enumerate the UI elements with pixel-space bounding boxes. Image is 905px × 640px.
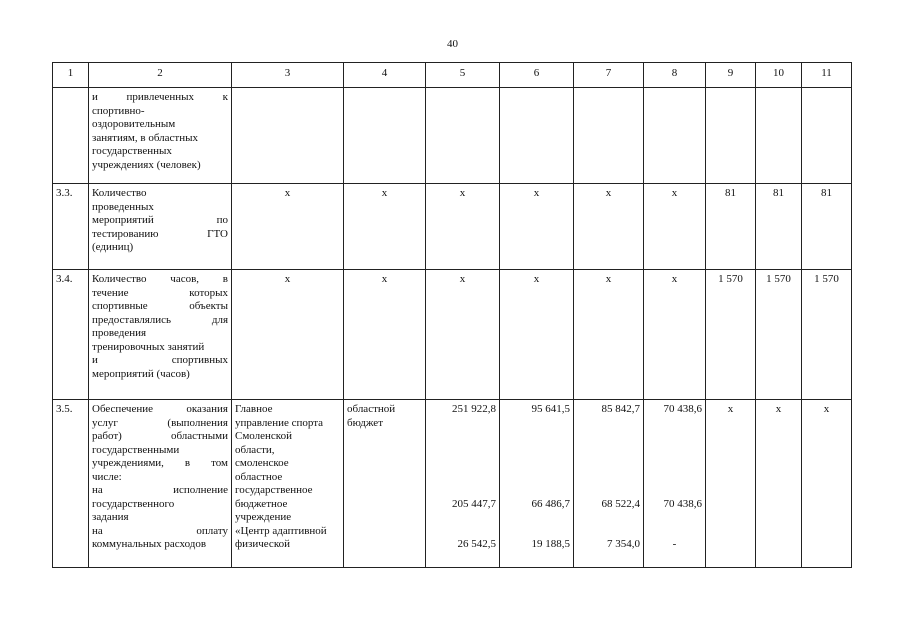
column-header: 8 — [644, 63, 706, 88]
row-number — [53, 88, 89, 184]
indicator-name: и привлеченных к спортивно- оздоровительным занятиям, в областных государственных учреждениях (человек) — [89, 88, 232, 184]
column-header: 7 — [574, 63, 644, 88]
table-row — [53, 400, 852, 568]
table-cell: х — [500, 184, 574, 270]
amount-cell: 95 641,5 66 486,7 19 188,5 — [500, 400, 574, 568]
column-header: 3 — [232, 63, 344, 88]
table-cell: х — [706, 400, 756, 568]
table-cell — [232, 88, 344, 184]
column-header: 11 — [802, 63, 852, 88]
column-header: 2 — [89, 63, 232, 88]
row-number: 3.4. — [53, 270, 89, 400]
column-header: 9 — [706, 63, 756, 88]
table-row — [53, 88, 852, 184]
table-cell: х — [426, 184, 500, 270]
table-cell: х — [232, 270, 344, 400]
column-header: 5 — [426, 63, 500, 88]
responsible-executor: Главное управление спорта Смоленской области, смоленское областное государственное бюджетное учреждение «Центр адаптивной физической — [232, 400, 344, 568]
table-row — [53, 270, 852, 400]
table-cell: х — [802, 400, 852, 568]
amount-cell: 70 438,6 70 438,6 - — [644, 400, 706, 568]
table-cell: х — [574, 270, 644, 400]
column-header: 1 — [53, 63, 89, 88]
column-header: 6 — [500, 63, 574, 88]
amount-cell: 251 922,8 205 447,7 26 542,5 — [426, 400, 500, 568]
column-header: 10 — [756, 63, 802, 88]
table-cell — [756, 88, 802, 184]
table-cell — [706, 88, 756, 184]
table-cell — [644, 88, 706, 184]
table-cell: 1 570 — [802, 270, 852, 400]
table-cell — [574, 88, 644, 184]
table-cell: х — [500, 270, 574, 400]
page-number: 40 — [447, 38, 458, 50]
funding-source: областной бюджет — [344, 400, 426, 568]
table-cell: х — [644, 270, 706, 400]
table-cell: х — [426, 270, 500, 400]
table-cell: 81 — [756, 184, 802, 270]
budget-table — [52, 62, 852, 568]
table-cell — [500, 88, 574, 184]
row-number: 3.5. — [53, 400, 89, 568]
column-header: 4 — [344, 63, 426, 88]
table-cell: 81 — [802, 184, 852, 270]
table-cell: х — [344, 270, 426, 400]
indicator-name: Количество часов, в течение которых спортивные объекты предоставлялись для проведения тренировочных занятий и спортивных мероприятий (часов) — [89, 270, 232, 400]
table-cell: х — [756, 400, 802, 568]
row-number: 3.3. — [53, 184, 89, 270]
table-cell — [344, 88, 426, 184]
table-row — [53, 184, 852, 270]
indicator-name: Обеспечение оказания услуг (выполнения работ) областными государственными учреждениями, в том числе: на исполнение государственного задания на оплату коммунальных расходов — [89, 400, 232, 568]
table-cell: х — [232, 184, 344, 270]
table-cell: 1 570 — [706, 270, 756, 400]
column-number-row — [53, 63, 852, 88]
table-cell — [802, 88, 852, 184]
table-cell: х — [344, 184, 426, 270]
indicator-name: Количество проведенных мероприятий по тестированию ГТО (единиц) — [89, 184, 232, 270]
amount-cell: 85 842,7 68 522,4 7 354,0 — [574, 400, 644, 568]
table-cell: 81 — [706, 184, 756, 270]
table-cell: 1 570 — [756, 270, 802, 400]
table-cell — [426, 88, 500, 184]
table-cell: х — [644, 184, 706, 270]
table-cell: х — [574, 184, 644, 270]
